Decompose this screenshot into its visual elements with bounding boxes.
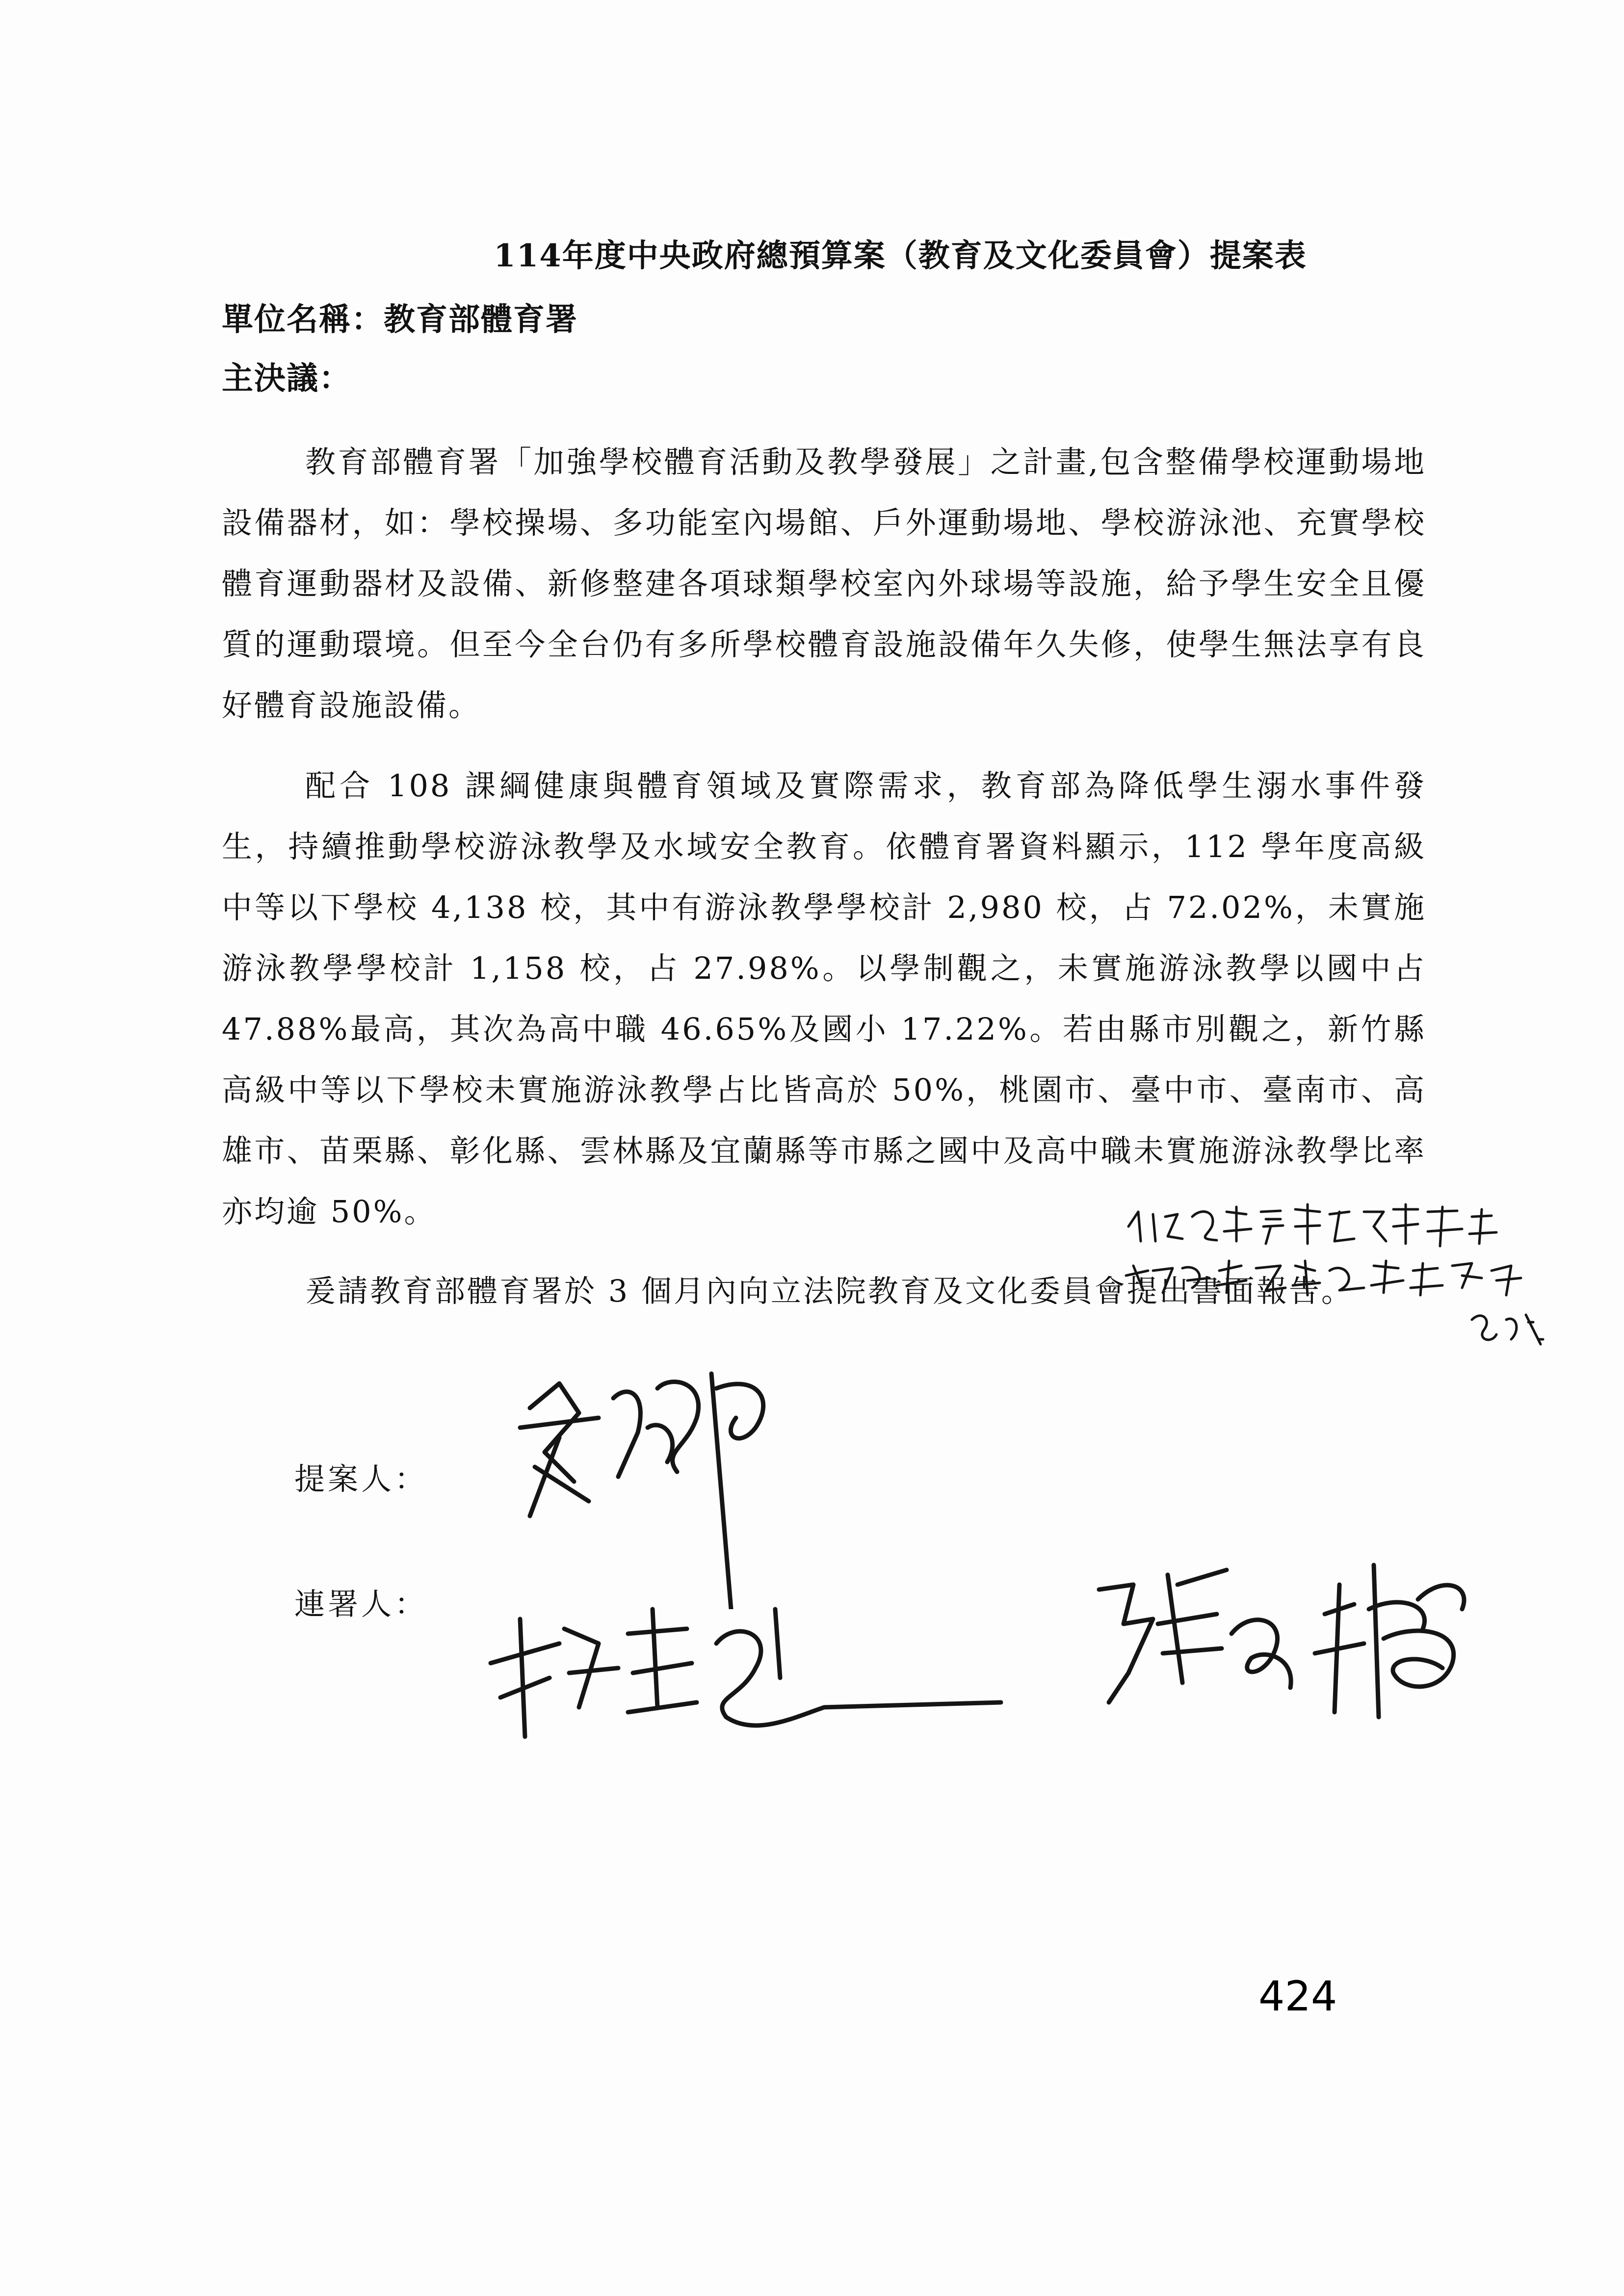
document-title: 114年度中央政府總預算案（教育及文化委員會）提案表 [494,237,1307,274]
paragraph-report-request: 爰請教育部體育署於 3 個月內向立法院教育及文化委員會提出書面報告。 [305,1273,1354,1309]
paragraph-swimming-statistics: 配合 108 課綱健康與體育領域及實際需求，教育部為降低學生溺水事件發生，持續推動學校游泳教學及水域安全教育。依體育署資料顯示，112 學年度高級中等以下學校 4,138 校，其中有游泳教學學校計 2,980 校，占 72.02%，未實施游泳教學學校計 1,158 校，占 27.98%。以學制觀之，未實施游泳教學以國中占 47.88%最高，其次為高中職 46.65%及國小 17.22%。若由縣市別觀之，新竹縣高級中等以下學校未實施游泳教學占比皆高於 50%，桃園市、臺中市、臺南市、高雄市、苗栗縣、彰化縣、雲林縣及宜蘭縣等市縣之國中及高中職未實施游泳教學比率亦均逾 50%。 [222,768,1426,1229]
unit-name-line: 單位名稱：教育部體育署 [222,301,578,338]
cosigner-signature-1 [481,1590,1011,1751]
proposer-signature [500,1354,844,1609]
page-number: 424 [1258,1972,1337,2020]
cosigner-label: 連署人： [294,1586,428,1622]
handwritten-annotation [1119,1197,1560,1359]
cosigner-signature-2 [1079,1555,1501,1732]
proposer-label: 提案人： [294,1461,428,1497]
main-resolution-label: 主決議： [222,360,351,397]
paragraph-facilities: 教育部體育署「加強學校體育活動及教學發展」之計畫,包含整備學校運動場地設備器材，如：學校操場、多功能室內場館、戶外運動場地、學校游泳池、充實學校體育運動器材及設備、新修整建各項球類學校室內外球場等設施，給予學生安全且優質的運動環境。但至今全台仍有多所學校體育設施設備年久失修，使學生無法享有良好體育設施設備。 [222,444,1426,723]
